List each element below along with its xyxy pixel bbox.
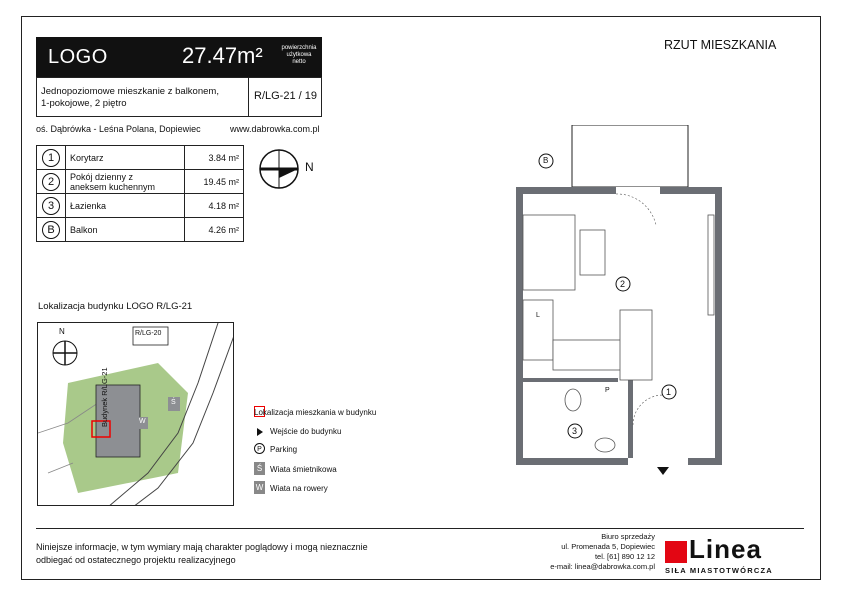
legend-entrance: Wejście do budynku [270, 427, 342, 436]
header-logo-bar [36, 37, 322, 77]
location-title: Lokalizacja budynku LOGO R/LG-21 [38, 301, 193, 312]
table-row [37, 194, 244, 218]
legend-bike: Wiata na rowery [270, 484, 328, 493]
apartment-description: Jednopoziomowe mieszkanie z balkonem, 1-pokojowe, 2 piętro [41, 86, 219, 109]
header-description-box [36, 77, 322, 117]
map-bike-label: W [139, 418, 146, 425]
area-label: powierzchnia użytkowa netto [281, 45, 317, 65]
room1-label: 1 [666, 387, 672, 397]
room-name: Balkon [66, 218, 185, 242]
trash-shelter-icon: Ś [254, 462, 265, 475]
room-number: B [42, 221, 60, 239]
brand-red-square-icon [665, 541, 687, 563]
address: oś. Dąbrówka - Leśna Polana, Dopiewiec [36, 124, 201, 134]
room-name: Korytarz [66, 146, 185, 170]
room-number: 2 [42, 173, 60, 191]
bike-shelter-icon: W [255, 483, 264, 492]
website-link[interactable]: www.dabrowka.com.pl [230, 124, 320, 134]
apartment-code: R/LG-21 / 19 [254, 90, 317, 102]
brand-name: Linea [689, 534, 762, 564]
room2-label: 2 [620, 279, 626, 289]
table-row [37, 170, 244, 194]
room-number: 3 [42, 197, 60, 215]
map-trash-label: Ś [171, 399, 176, 406]
p-label: P [605, 387, 610, 394]
map-north-label: N [59, 327, 65, 336]
room-area: 3.84 m² [185, 146, 244, 170]
table-row [37, 218, 244, 242]
table-row [37, 146, 244, 170]
disclaimer: Niniejsze informacje, w tym wymiary mają charakter poglądowy i mogą nieznacznie odbiegać od ostatecznego projektu realizacyjnego [36, 542, 368, 565]
room-number: 1 [42, 149, 60, 167]
fridge-label: L [536, 312, 540, 319]
logo-text: LOGO [48, 46, 108, 68]
balcony-label: B [543, 156, 549, 165]
site-map-drawing [38, 323, 234, 506]
room-name: Łazienka [66, 194, 185, 218]
brand-tagline: SIŁA MIASTOTWÓRCZA [665, 566, 773, 575]
area-value: 27.47m² [182, 43, 263, 68]
parking-icon: P [254, 443, 265, 454]
rooms-table [36, 145, 244, 242]
building-label: Budynek R/LG-21 [100, 367, 109, 427]
room-area: 4.18 m² [185, 194, 244, 218]
legend-parking: Parking [270, 445, 298, 454]
sales-office: Biuro sprzedaży ul. Promenada 5, Dopiewiec tel. [61] 890 12 12 e-mail: linea@dabrowka.com.pl [520, 532, 655, 572]
room-area: 19.45 m² [185, 170, 244, 194]
legend-apartment: Lokalizacja mieszkania w budynku [254, 408, 377, 417]
footer-divider [36, 528, 804, 529]
legend-trash: Wiata śmietnikowa [270, 465, 337, 474]
room-area: 4.26 m² [185, 218, 244, 242]
compass-icon [258, 148, 300, 190]
neighbor-building-label: R/LG-20 [135, 330, 162, 337]
room-name: Pokój dzienny z aneksem kuchennym [66, 170, 185, 194]
plan-title: RZUT MIESZKANIA [664, 38, 777, 52]
brand-logo [665, 534, 805, 576]
floor-plan [510, 125, 740, 475]
divider [248, 78, 249, 116]
seller-email[interactable]: e-mail: linea@dabrowka.com.pl [550, 562, 655, 571]
room3-label: 3 [572, 426, 578, 436]
entrance-icon [257, 428, 263, 436]
location-map [37, 322, 234, 506]
north-label: N [305, 160, 314, 174]
